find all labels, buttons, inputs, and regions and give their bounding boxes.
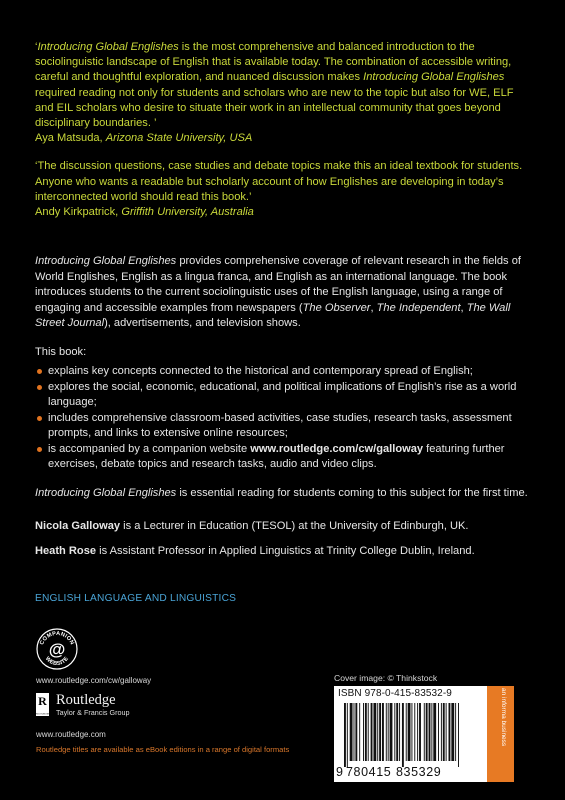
barcode-bar	[386, 703, 387, 761]
barcode-bar	[451, 703, 454, 761]
endorsements	[35, 40, 535, 220]
informa-label: an informa business	[500, 688, 507, 747]
barcode-bar	[368, 703, 369, 761]
barcode-bar	[344, 703, 346, 767]
barcode-bar	[446, 703, 447, 761]
list-item: explains key concepts connected to the historical and contemporary spread of English;	[35, 364, 535, 380]
barcode-bar	[424, 703, 425, 761]
author-name: Heath Rose	[35, 545, 97, 557]
bullet-icon	[37, 416, 42, 421]
publisher-group: Taylor & Francis Group	[56, 708, 130, 717]
barcode-bar	[373, 703, 376, 761]
series-label: ENGLISH LANGUAGE AND LINGUISTICS	[35, 593, 237, 604]
book-title: Introducing Global Englishes	[363, 71, 505, 84]
bullet-icon	[37, 447, 42, 452]
barcode-bar	[371, 703, 373, 761]
barcode-bar	[426, 703, 428, 761]
barcode-bar	[365, 703, 367, 761]
barcode-bar	[408, 703, 411, 761]
description	[35, 254, 535, 501]
description-paragraph: Introducing Global Englishes provides comprehensive coverage of relevant research in the fields of World Englishes, English as a lingua franca, and English as an international language. The book introduces students to the current sociolinguistic uses of the English language, using a range of engaging and accessible examples from newspapers (The Observer, The Independent, The Wall Street Journal), advertisements, and television shows.	[35, 255, 521, 329]
endorsement-1: ‘Introducing Global Englishes is the most comprehensive and balanced introduction to the sociolinguistic landscape of English that is available today. The combination of accessible writing, careful and thoughtful exploration, and nuanced discussion makes Introducing Global Englishes required reading not only for students and scholars who are new to the topic but also for WE, ELF and EIL scholars who desire to situate their work in an intellectual community that goes beyond disciplinary boundaries. ’ Aya Matsuda, Arizona State University, USA	[35, 41, 514, 145]
endorser-name: Aya Matsuda,	[35, 132, 106, 145]
author-bios	[35, 519, 535, 559]
barcode-bar	[429, 703, 431, 761]
routledge-mark-icon	[36, 693, 49, 716]
bullet-icon	[37, 369, 42, 374]
list-item: explores the social, economic, educational, and political implications of English’s rise as a world language;	[35, 380, 535, 411]
author-name: Nicola Galloway	[35, 520, 121, 532]
this-book-label: This book:	[35, 345, 87, 358]
isbn-barcode-box: ISBN 978-0-415-83532-9 9 780415 835329 an informa business	[334, 686, 514, 782]
publisher-url[interactable]: www.routledge.com	[36, 730, 106, 739]
svg-text:WEBSITE: WEBSITE	[43, 655, 71, 668]
barcode	[344, 703, 482, 767]
barcode-bar	[433, 703, 436, 761]
svg-text:R: R	[38, 694, 47, 708]
endorser-affiliation: Arizona State University, USA	[105, 132, 253, 145]
barcode-bar	[449, 703, 451, 761]
svg-text:ROUTLEDGE: ROUTLEDGE	[36, 713, 49, 716]
barcode-bar	[419, 703, 421, 761]
barcode-bar	[354, 703, 355, 761]
barcode-bar	[379, 703, 381, 761]
barcode-bar	[441, 703, 442, 761]
bullet-icon	[37, 385, 42, 390]
barcode-bar	[394, 703, 395, 761]
endorser-affiliation: Griffith University, Australia	[121, 206, 254, 219]
barcode-bar	[347, 703, 348, 767]
svg-text:COMPANION: COMPANION	[39, 630, 75, 647]
barcode-bar	[414, 703, 415, 761]
at-icon: @	[48, 640, 66, 659]
barcode-bar	[402, 703, 404, 767]
author-bio: Heath Rose is Assistant Professor in Applied Linguistics at Trinity College Dublin, Ireland.	[35, 545, 475, 557]
barcode-bar	[396, 703, 398, 761]
barcode-bar	[455, 703, 456, 761]
barcode-bar	[377, 703, 378, 761]
barcode-bar	[443, 703, 445, 761]
barcode-bar	[417, 703, 418, 761]
barcode-bar	[431, 703, 432, 761]
barcode-bar	[438, 703, 439, 761]
author-bio: Nicola Galloway is a Lecturer in Education (TESOL) at the University of Edinburgh, UK.	[35, 520, 469, 532]
list-item: is accompanied by a companion website www.routledge.com/cw/galloway featuring further exercises, debate topics and research tasks, audio and video clips.	[35, 442, 535, 473]
barcode-bar	[359, 703, 360, 761]
barcode-bar	[458, 703, 459, 767]
companion-url[interactable]: www.routledge.com/cw/galloway	[36, 676, 152, 685]
publisher-name: Routledge	[56, 692, 116, 708]
endorsement-2: ‘The discussion questions, case studies and debate topics make this an ideal textbook for students. Anyone who wants a readable but scholarly account of how Englishes are developing in today’s interconnected world should read this book.’ Andy Kirkpatrick, Griffith University, Australia	[35, 160, 523, 219]
informa-strip	[487, 686, 514, 782]
essential-reading: Introducing Global Englishes is essential reading for students coming to this subject for the first time.	[35, 486, 528, 499]
barcode-bar	[350, 703, 353, 761]
barcode-bar	[406, 703, 407, 761]
feature-list	[35, 364, 535, 473]
companion-link[interactable]: www.routledge.com/cw/galloway	[250, 442, 424, 455]
companion-website-badge	[36, 628, 78, 670]
barcode-bar	[382, 703, 384, 761]
cover-credit: Cover image: © Thinkstock	[334, 673, 438, 683]
endorser-name: Andy Kirkpatrick,	[35, 206, 122, 219]
barcode-bar	[363, 703, 364, 761]
barcode-bar	[399, 703, 400, 761]
barcode-bar	[411, 703, 412, 761]
book-title: Introducing Global Englishes	[37, 41, 179, 53]
barcode-bar	[355, 703, 357, 761]
isbn-label: ISBN 978-0-415-83532-9	[338, 688, 452, 699]
ebook-note: Routledge titles are available as eBook editions in a range of digital formats	[36, 745, 290, 754]
barcode-bar	[388, 703, 389, 761]
list-item: includes comprehensive classroom-based activities, case studies, research tasks, assessment prompts, and links to extensive online resources;	[35, 411, 535, 442]
barcode-bar	[390, 703, 393, 761]
